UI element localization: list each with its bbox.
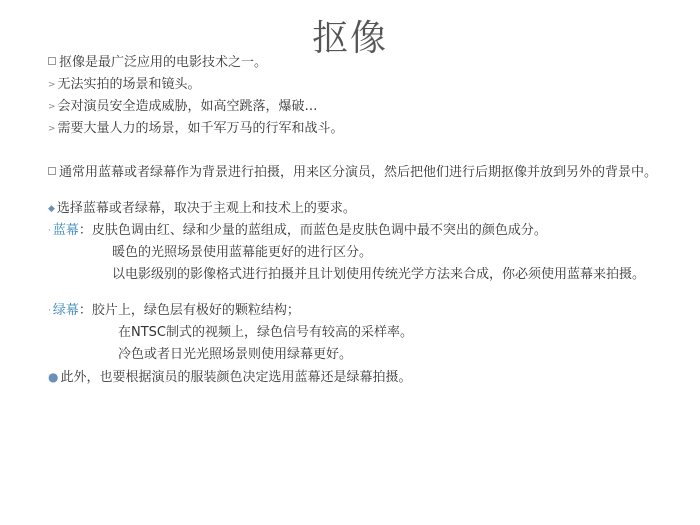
line-text: 无法实拍的场景和镜头。 xyxy=(57,77,201,92)
bullet-line xyxy=(48,302,658,320)
line-text: 抠像是最广泛应用的电影技术之一。 xyxy=(59,55,268,70)
line-text: 此外，也要根据演员的服装颜色决定选用蓝幕还是绿幕拍摄。 xyxy=(60,370,412,385)
diamond-bullet-icon: ◆ xyxy=(48,204,55,214)
indented-line xyxy=(118,346,658,364)
line-text: 暖色的光照场景使用蓝幕能更好的进行区分。 xyxy=(112,245,373,260)
arrow-bullet-icon: > xyxy=(48,80,56,90)
dot-bullet-icon: · xyxy=(48,226,51,236)
bullet-line xyxy=(48,164,658,182)
line-text: ：胶片上，绿色层有极好的颗粒结构； xyxy=(78,303,300,318)
arrow-bullet-icon: > xyxy=(48,124,56,134)
bullet-line xyxy=(48,54,658,72)
indented-line xyxy=(112,244,652,262)
line-text: 以电影级别的影像格式进行拍摄并且计划使用传统光学方法来合成，你必须使用蓝幕来拍摄。 xyxy=(112,267,646,282)
slide-title: 抠像 xyxy=(311,18,388,59)
bullet-line xyxy=(48,98,658,116)
indented-line xyxy=(118,324,658,342)
square-bullet-icon xyxy=(48,57,56,65)
line-text: 在NTSC制式的视频上，绿色信号有较高的采样率。 xyxy=(118,325,413,340)
line-text: 需要大量人力的场景，如千军万马的行军和战斗。 xyxy=(57,121,344,136)
indented-line xyxy=(48,266,658,284)
dot-bullet-icon: ● xyxy=(48,370,59,384)
bullet-line xyxy=(48,76,658,94)
arrow-bullet-icon: > xyxy=(48,102,56,112)
keyword-blue-screen: 蓝幕 xyxy=(52,223,79,238)
bullet-line xyxy=(48,222,658,240)
line-text: 冷色或者日光光照场景则使用绿幕更好。 xyxy=(118,347,353,362)
line-text: 会对演员安全造成威胁，如高空跳落，爆破… xyxy=(57,99,318,114)
line-text: ：皮肤色调由红、绿和少量的蓝组成，而蓝色是皮肤色调中最不突出的颜色成分。 xyxy=(78,223,547,238)
line-text: 选择蓝幕或者绿幕，取决于主观上和技术上的要求。 xyxy=(56,201,356,216)
dot-bullet-icon: · xyxy=(48,306,51,316)
line-text: 通常用蓝幕或者绿幕作为背景进行拍摄，用来区分演员，然后把他们进行后期抠像并放到另外的背景中。 xyxy=(59,165,658,180)
square-bullet-icon xyxy=(48,167,56,175)
bullet-line xyxy=(48,120,658,138)
bullet-line xyxy=(48,200,658,218)
bullet-line xyxy=(48,368,658,387)
keyword-green-screen: 绿幕 xyxy=(52,303,79,318)
